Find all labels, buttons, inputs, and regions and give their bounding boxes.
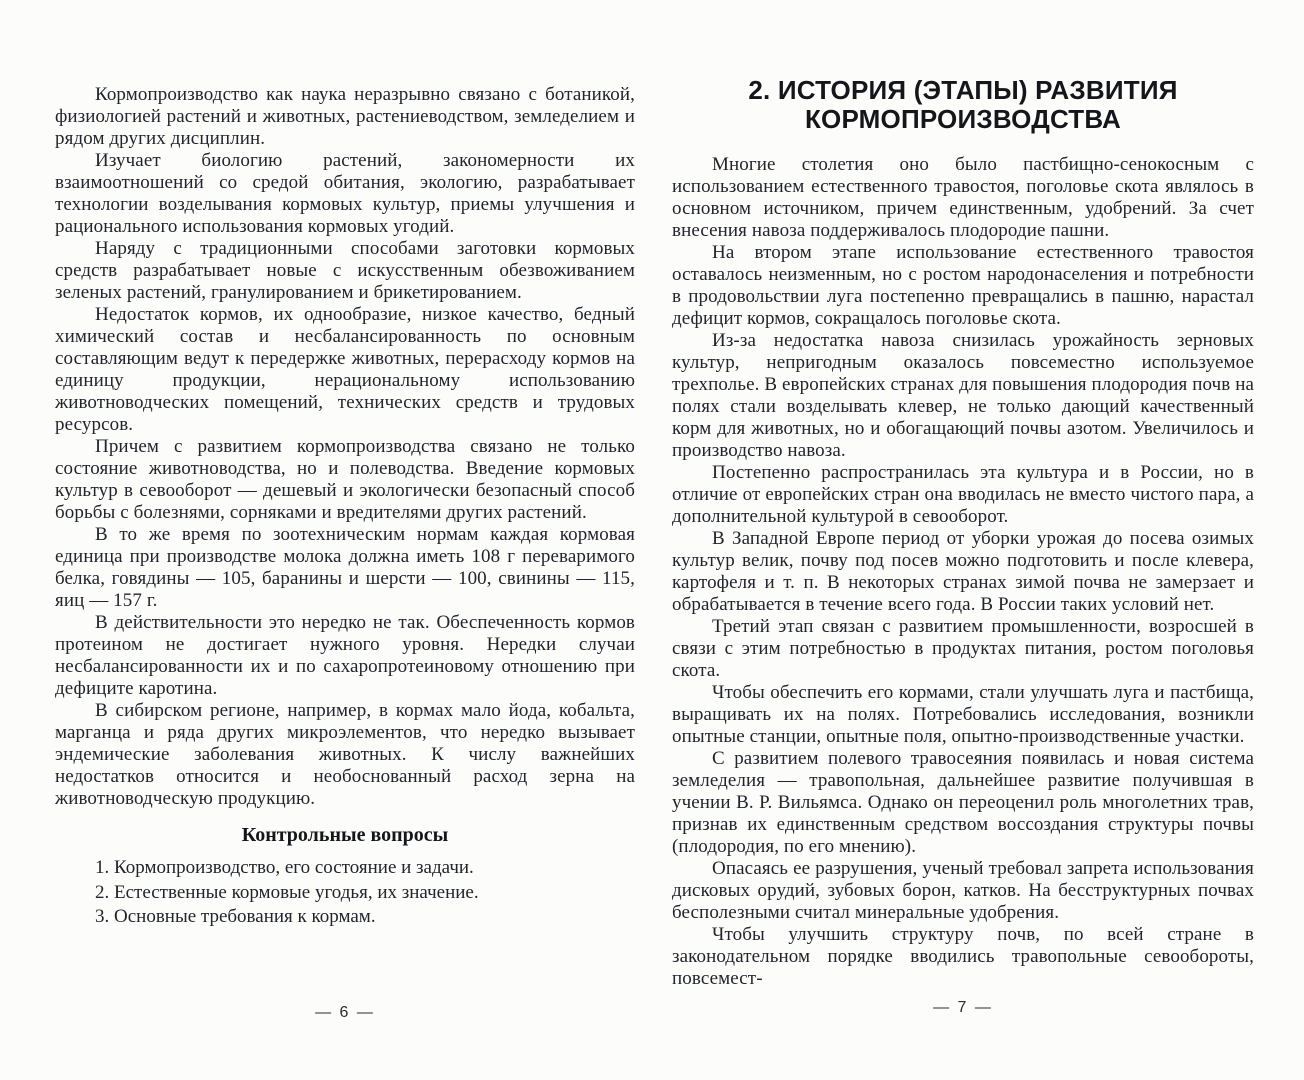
body-paragraph: Причем с развитием кормопроизводства связано не только состояние животноводства, но и полеводства. Введение кормовых культур в севооборот — дешевый и экологически безопасный способ борьбы с болезнями, сорняками и вредителями других растений. — [55, 436, 635, 523]
question-item: 2. Естественные кормовые угодья, их значение. — [95, 881, 479, 903]
body-paragraph: Чтобы обеспечить его кормами, стали улучшать луга и пастбища, выращивать их на полях. Потребовались исследования, возникли опытные станции, опытные поля, опытно-производственные участки. — [672, 682, 1254, 747]
body-paragraph: В Западной Европе период от уборки урожая до посева озимых культур велик, почву под посев можно подготовить и после клевера, картофеля и т. п. В некоторых странах зимой почва не замерзает и обрабатывается в течение всего года. В России таких условий нет. — [672, 528, 1254, 615]
body-paragraph: С развитием полевого травосеяния появилась и новая система земледелия — травопольная, дальнейшее развитие получившая в учении В. Р. Вильямса. Однако он переоценил роль многолетних трав, признав их единственным средством воссоздания структуры почвы (плодородия, по его мнению). — [672, 748, 1254, 857]
body-paragraph: Из-за недостатка навоза снизилась урожайность зерновых культур, непригодным оказалось повсеместно используемое трехполье. В европейских странах для повышения плодородия почв на полях стали возделывать клевер, не только дающий качественный корм для животных, но и обогащающий почвы азотом. Увеличилось и производство навоза. — [672, 330, 1254, 461]
section-heading: Контрольные вопросы — [241, 824, 449, 846]
body-paragraph: На втором этапе использование естественного травостоя оставалось неизменным, но с ростом народонаселения и потребности в продовольствии луга постепенно превращались в пашню, нарастал дефицит кормов, сокращалось поголовье скота. — [672, 242, 1254, 329]
body-paragraph: Постепенно распространилась эта культура и в России, но в отличие от европейских стран она вводилась не вместо чистого пара, а дополнительной культурой в севооборот. — [672, 462, 1254, 527]
chapter-heading-line2: КОРМОПРОИЗВОДСТВА — [804, 104, 1122, 134]
page-number: — 6 — — [315, 1004, 375, 1021]
body-paragraph: В сибирском регионе, например, в кормах мало йода, кобальта, марганца и ряда других микроэлементов, что нередко вызывает эндемические заболевания животных. К числу важнейших недостатков относится и необоснованный расход зерна на животноводческую продукцию. — [55, 700, 635, 809]
left-page — [55, 84, 635, 930]
body-paragraph: Изучает биологию растений, закономерности их взаимоотношений со средой обитания, экологию, разрабатывает технологии возделывания кормовых культур, приемы улучшения и рационального использования кормовых угодий. — [55, 150, 635, 237]
page-number: — 7 — — [933, 999, 993, 1016]
questions-list — [95, 856, 635, 930]
chapter-heading — [672, 76, 1254, 134]
question-item: 3. Основные требования к кормам. — [95, 906, 376, 927]
body-paragraph: Недостаток кормов, их однообразие, низкое качество, бедный химический состав и несбалансированность по основным составляющим ведут к передержке животных, перерасходу кормов на единицу продукции, нерациональному использованию животноводческих помещений, технических средств и трудовых ресурсов. — [55, 304, 635, 435]
body-paragraph: Наряду с традиционными способами заготовки кормовых средств разрабатывает новые с искусственным обезвоживанием зеленых растений, гранулированием и брикетированием. — [55, 238, 635, 303]
body-paragraph: Кормопроизводство как наука неразрывно связано с ботаникой, физиологией растений и животных, растениеводством, земледелием и рядом других дисциплин. — [55, 84, 635, 149]
body-paragraph: Третий этап связан с развитием промышленности, возросшей в связи с этим потребностью в продуктах питания, ростом поголовья скота. — [672, 616, 1254, 681]
body-paragraph: В действительности это нередко не так. Обеспеченность кормов протеином не достигает нужного уровня. Нередки случаи несбалансированности их и по сахаропротеиновому отношению при дефиците каротина. — [55, 612, 635, 699]
body-paragraph: Опасаясь ее разрушения, ученый требовал запрета использования дисковых орудий, зубовых борон, катков. На бесструктурных почвах бесполезными считал минеральные удобрения. — [672, 858, 1254, 923]
body-paragraph: В то же время по зоотехническим нормам каждая кормовая единица при производстве молока должна иметь 108 г переваримого белка, говядины — 105, баранины и шерсти — 100, свинины — 115, яиц — 157 г. — [55, 524, 635, 611]
body-paragraph: Чтобы улучшить структуру почв, по всей стране в законодательном порядке вводились травопольные севообороты, повсемест- — [672, 924, 1254, 989]
chapter-heading-line1: 2. ИСТОРИЯ (ЭТАПЫ) РАЗВИТИЯ — [748, 75, 1178, 105]
right-page — [672, 76, 1254, 990]
body-paragraph: Многие столетия оно было пастбищно-сенокосным с использованием естественного травостоя, поголовье скота являлось в основном источником, причем единственным, удобрений. За счет внесения навоза поддерживалось плодородие пашни. — [672, 154, 1254, 241]
question-item: 1. Кормопроизводство, его состояние и задачи. — [95, 857, 474, 878]
